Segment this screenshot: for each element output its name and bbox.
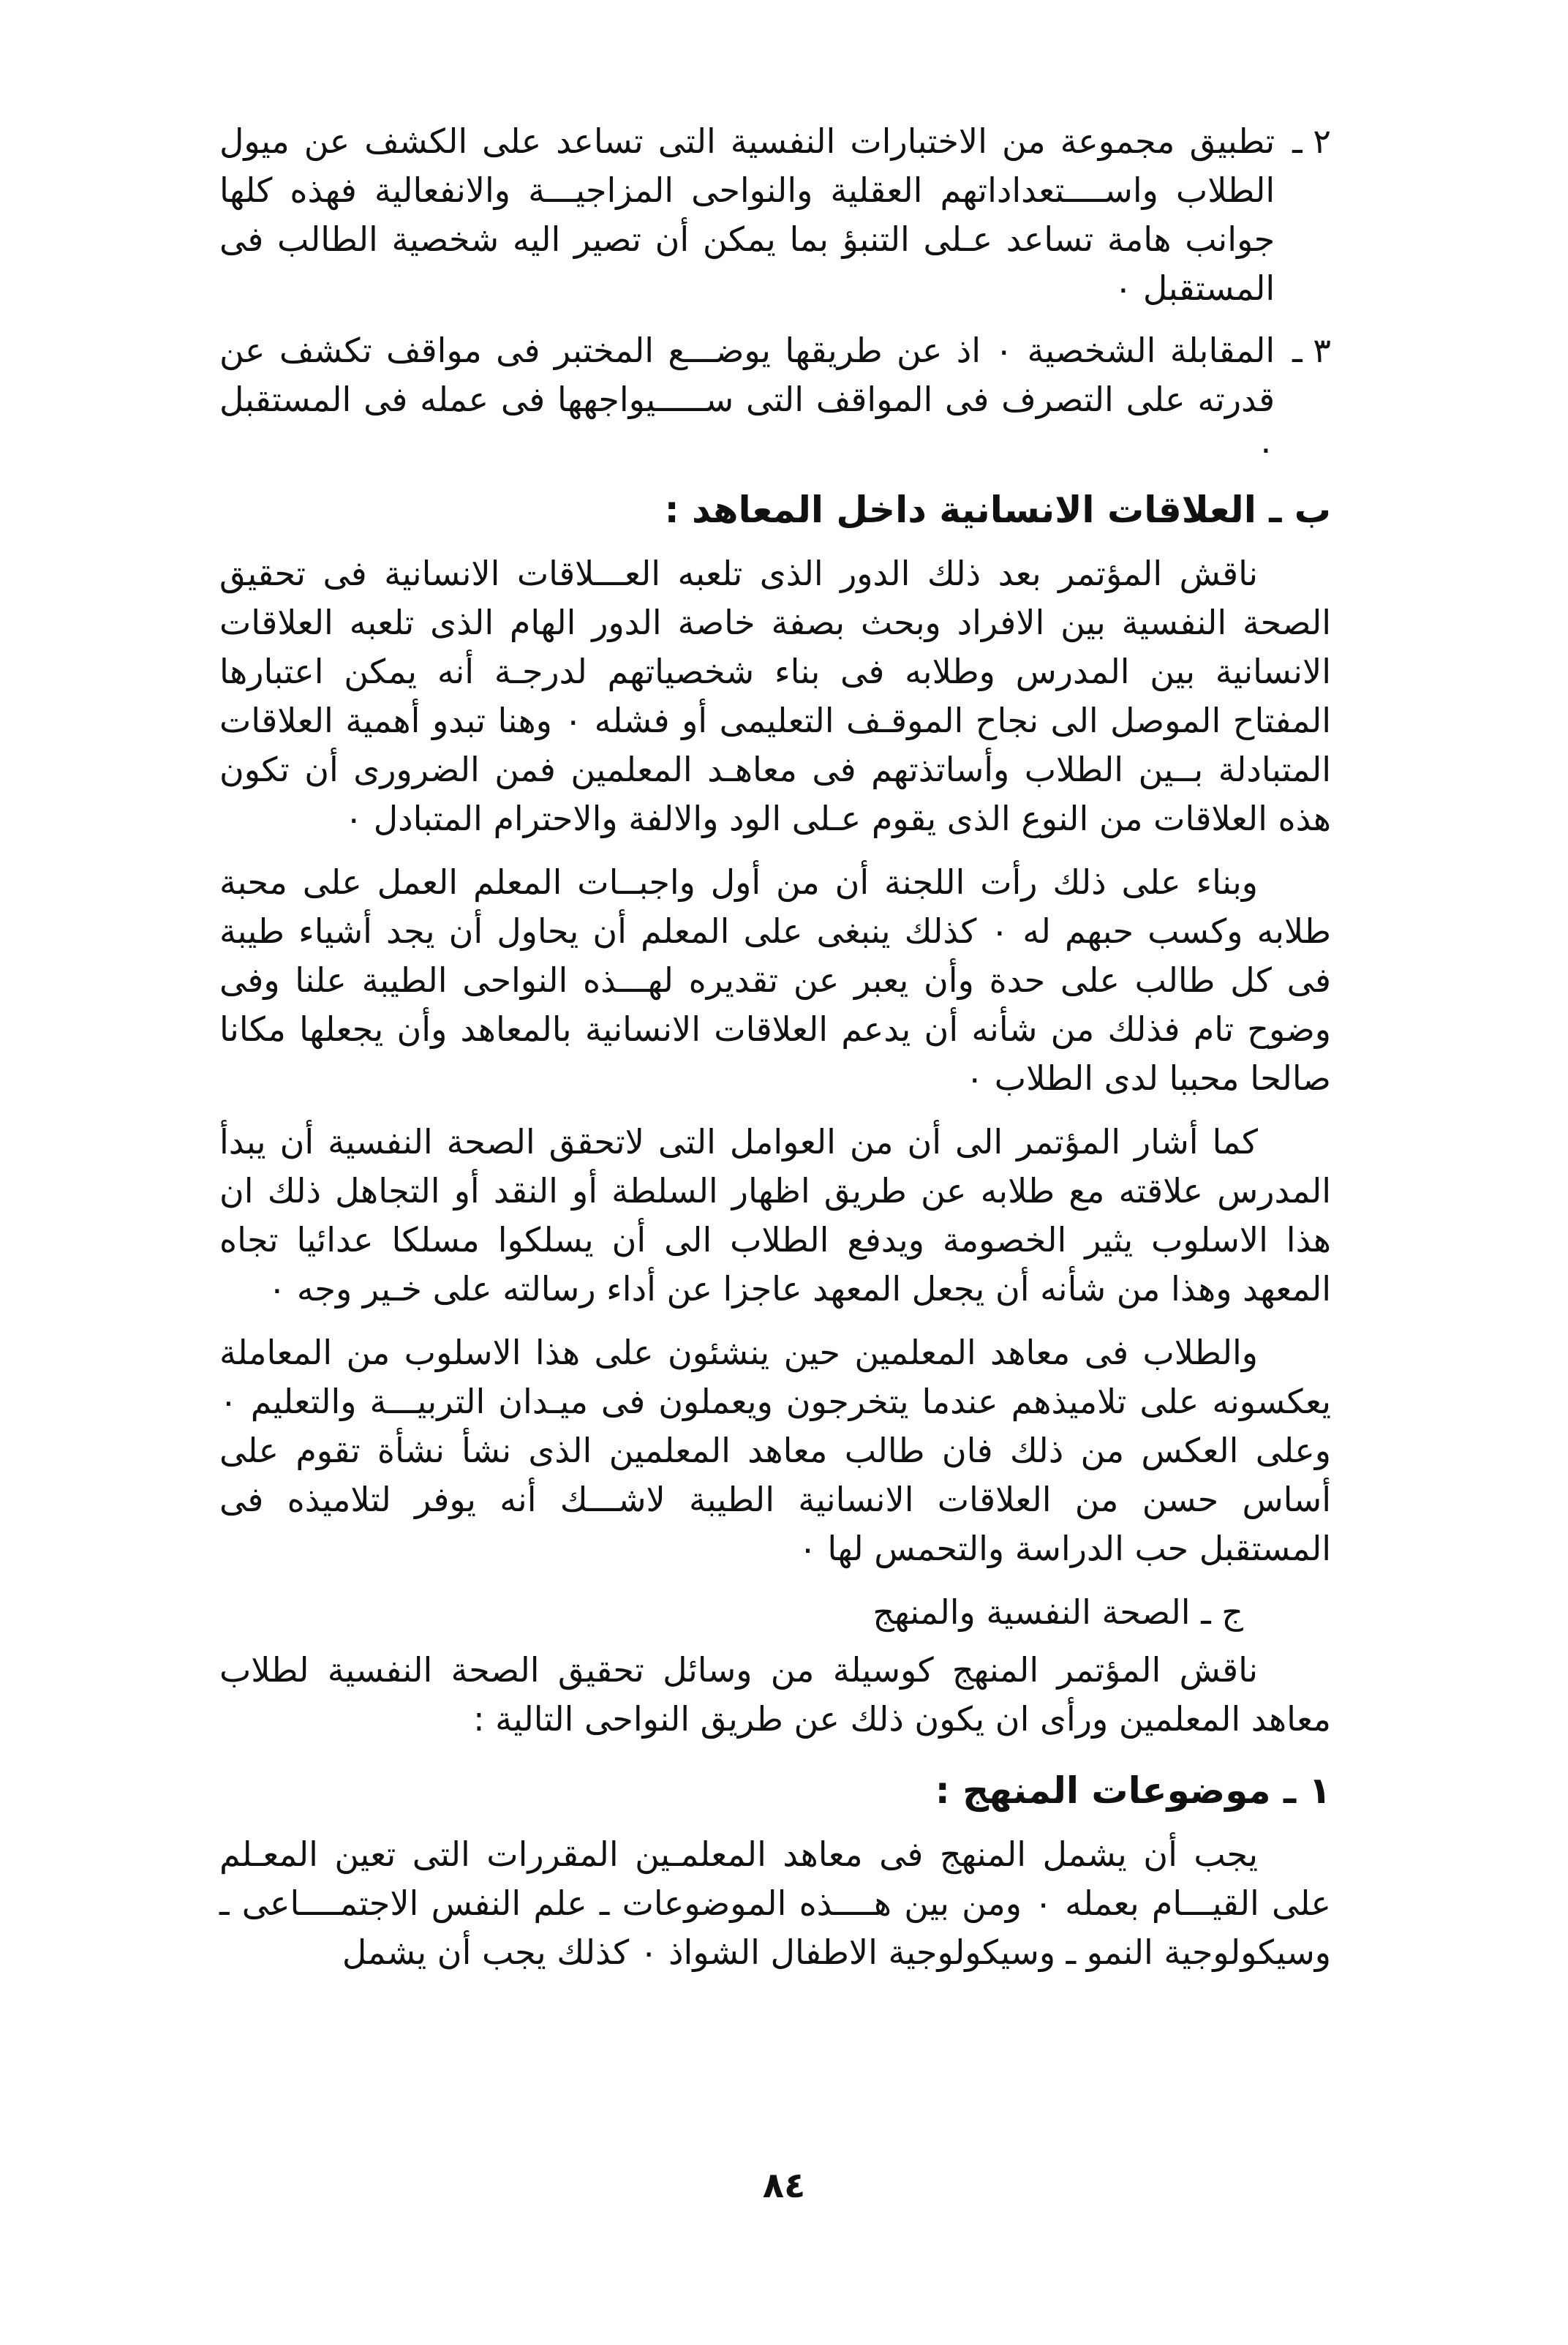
page-number: ٨٤ bbox=[762, 2165, 806, 2206]
section-heading-c: ج ـ الصحة النفسية والمنهج bbox=[872, 1592, 1243, 1632]
list-item-3 bbox=[219, 326, 1331, 473]
paragraph: ناقش المؤتمر المنهج كوسيلة من وسائل تحقيق الصحة النفسية لطلاب معاهد المعلمين ورأى ان يكون ذلك عن طريق النواحى التالية : bbox=[219, 1650, 1331, 1739]
list-item-text: المقابلة الشخصية ٠ اذ عن طريقها يوضـــع المختبر فى مواقف تكشف عن قدرته على التصرف فى المواقف التى ســـــيواجهها فى عمله فى المستقبل ٠ bbox=[219, 331, 1275, 468]
section-heading-b: ب ـ العلاقات الانسانية داخل المعاهد : bbox=[664, 489, 1331, 531]
section-heading-1: ١ ـ موضوعات المنهج : bbox=[935, 1769, 1331, 1812]
document-page bbox=[219, 117, 1331, 2165]
paragraph: والطلاب فى معاهد المعلمين حين ينشئون على هذا الاسلوب من المعاملة يعكسونه على تلاميذهم عندما يتخرجون ويعملون فى ميـدان التربيـــة والتعليم ٠ وعلى العكس من ذلك فان طالب معاهد المعلمين الذى نشأ نشأة تقوم على أساس حسن من العلاقات الانسانية الطيبة لاشـــك أنه يوفر لتلاميذه فى المستقبل حب الدراسة والتحمس لها ٠ bbox=[219, 1333, 1331, 1568]
paragraph: يجب أن يشمل المنهج فى معاهد المعلمـين المقررات التى تعين المعـلم على القيـــام بعمله ٠ ومن بين هــــذه الموضوعات ـ علم النفس الاجتمــــاعى ـ وسيكولوجية النمو ـ وسيكولوجية الاطفال الشواذ ٠ كذلك يجب أن يشمل bbox=[219, 1834, 1331, 1972]
list-item-text: تطبيق مجموعة من الاختبارات النفسية التى تساعد على الكشف عن ميول الطلاب واســــتعداداتهم العقلية والنواحى المزاجيـــة والانفعالية فهذه كلها جوانب هامة تساعد عـلى التنبؤ بما يمكن أن تصير اليه شخصية الطالب فى المستقبل ٠ bbox=[219, 121, 1275, 308]
paragraph: وبناء على ذلك رأت اللجنة أن من أول واجبــات المعلم العمل على محبة طلابه وكسب حبهم له ٠ كذلك ينبغى على المعلم أن يحاول أن يجد أشياء طيبة فى كل طالب على حدة وأن يعبر عن تقديره لهـــذه النواحى الطيبة علنا وفى وضوح تام فذلك من شأنه أن يدعم العلاقات الانسانية بالمعاهد وأن يجعلها مكانا صالحا محببا لدى الطلاب ٠ bbox=[219, 862, 1331, 1098]
paragraph: ناقش المؤتمر بعد ذلك الدور الذى تلعبه العـــلاقات الانسانية فى تحقيق الصحة النفسية بين الافراد وبحث بصفة خاصة الدور الهام الذى تلعبه العلاقات الانسانية بين المدرس وطلابه فى بناء شخصياتهم لدرجـة أنه يمكن اعتبارها المفتاح الموصل الى نجاح الموقـف التعليمى أو فشله ٠ وهنا تبدو أهمية العلاقات المتبادلة بــين الطلاب وأساتذتهم فى معاهـد المعلمين فمن الضرورى أن تكون هذه العلاقات من النوع الذى يقوم عـلى الود والالفة والاحترام المتبادل ٠ bbox=[219, 554, 1331, 838]
list-number: ٣ ـ bbox=[1292, 331, 1331, 370]
list-item-2 bbox=[219, 117, 1331, 313]
list-number: ٢ ـ bbox=[1292, 121, 1331, 161]
paragraph: كما أشار المؤتمر الى أن من العوامل التى لاتحقق الصحة النفسية أن يبدأ المدرس علاقته مع طلابه عن طريق اظهار السلطة أو النقد أو التجاهل ذلك ان هذا الاسلوب يثير الخصومة ويدفع الطلاب الى أن يسلكوا مسلكا عدائيا تجاه المعهد وهذا من شأنه أن يجعل المعهد عاجزا عن أداء رسالته على خـير وجه ٠ bbox=[219, 1122, 1331, 1309]
